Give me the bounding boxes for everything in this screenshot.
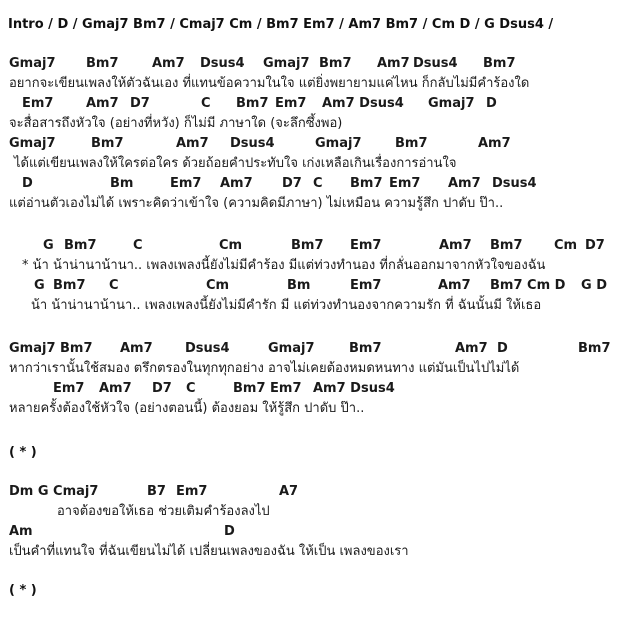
chord: Dsus4 bbox=[413, 56, 458, 71]
chord: D7 bbox=[282, 176, 302, 191]
chord: Am7 bbox=[438, 278, 471, 293]
chord: Bm7 bbox=[64, 238, 97, 253]
chord: Em7 bbox=[170, 176, 202, 191]
chord: Bm7 bbox=[53, 278, 86, 293]
chord: Em7 bbox=[350, 238, 382, 253]
chord: Gmaj7 Bm7 bbox=[9, 341, 93, 356]
chord: Em7 bbox=[389, 176, 421, 191]
chord: D7 bbox=[585, 238, 605, 253]
chord: Gmaj7 bbox=[9, 56, 56, 71]
chorus-chord-line bbox=[0, 277, 620, 297]
chord: Gmaj7 bbox=[268, 341, 315, 356]
bridge-lyric-line: เป็นคำที่แทนใจ ที่ฉันเขียนไม่ได้ เปลี่ยนเพลงของฉัน ให้เป็น เพลงของเรา bbox=[9, 544, 409, 559]
verse1-lyric-line: จะสื่อสารถึงหัวใจ (อย่างที่หวัง) ก็ไม่มี ภาษาใด (จะลึกซึ้งพอ) bbox=[9, 116, 343, 131]
chord: Cm bbox=[206, 278, 230, 293]
chord: Cm bbox=[219, 238, 243, 253]
chord: A7 bbox=[279, 484, 299, 499]
chord: C bbox=[201, 96, 211, 111]
chorus-lyric-line: น้า น้าน่านาน้านา.. เพลงเพลงนี้ยังไม่มีคำรัก มี แต่ท่วงทำนองจากความรัก ที่ ฉันนั้นมี ให้เธอ bbox=[31, 298, 542, 313]
verse1-chord-line bbox=[0, 175, 620, 195]
bridge-chord-line bbox=[0, 523, 620, 543]
verse1-lyric-line: อยากจะเขียนเพลงให้ตัวฉันเอง ที่แทนข้อความในใจ แต่ยิ่งพยายามแค่ไหน ก็กลับไม่มีคำร้องใด bbox=[9, 76, 530, 91]
chord: Bm7 bbox=[350, 176, 383, 191]
verse1-chord-line bbox=[0, 95, 620, 115]
chord: C bbox=[109, 278, 119, 293]
chord: D bbox=[224, 524, 235, 539]
chord: Bm7 Em7 bbox=[233, 381, 302, 396]
bridge-chord-line bbox=[0, 483, 620, 503]
chord: Am7 Dsus4 bbox=[313, 381, 395, 396]
chord: Em7 bbox=[22, 96, 54, 111]
verse2-lyric-line: หลายครั้งต้องใช้หัวใจ (อย่างตอนนี้) ต้องยอม ให้รู้สึก ปาดับ ป๊า.. bbox=[9, 401, 365, 416]
chord: Am7 bbox=[455, 341, 488, 356]
chord: Bm7 bbox=[86, 56, 119, 71]
chord: B7 bbox=[147, 484, 166, 499]
chord: D bbox=[497, 341, 508, 356]
chord: Bm bbox=[110, 176, 134, 191]
chord: Bm7 bbox=[483, 56, 516, 71]
chord: Am7 bbox=[120, 341, 153, 356]
chord: Bm7 bbox=[236, 96, 269, 111]
chord: Dsus4 bbox=[230, 136, 275, 151]
chord: Cm bbox=[554, 238, 578, 253]
chord: Am bbox=[9, 524, 33, 539]
chord: Bm7 bbox=[395, 136, 428, 151]
chord: Bm bbox=[287, 278, 311, 293]
chord: Gmaj7 bbox=[428, 96, 475, 111]
chord: Am7 bbox=[176, 136, 209, 151]
chord: Dsus4 bbox=[200, 56, 245, 71]
verse2-chord-line bbox=[0, 340, 620, 360]
chord: Bm7 bbox=[91, 136, 124, 151]
chord: Am7 bbox=[448, 176, 481, 191]
chord: Gmaj7 bbox=[263, 56, 310, 71]
chord: Bm7 bbox=[291, 238, 324, 253]
chord: D7 bbox=[130, 96, 150, 111]
chord: Dsus4 bbox=[185, 341, 230, 356]
chord: D bbox=[22, 176, 33, 191]
chord: Em7 bbox=[275, 96, 307, 111]
chord: C bbox=[133, 238, 143, 253]
chord: G bbox=[43, 238, 54, 253]
intro-line: Intro / D / Gmaj7 Bm7 / Cmaj7 Cm / Bm7 Em7 / Am7 Bm7 / Cm D / G Dsus4 / bbox=[8, 17, 554, 32]
verse2-lyric-line: หากว่าเรานั้นใช้สมอง ตรึกตรองในทุกทุกอย่าง อาจไม่เคยต้องหมดหนทาง แต่มันเป็นไปไม่ได้ bbox=[9, 361, 520, 376]
verse1-chord-line bbox=[0, 55, 620, 75]
chord: Em7 bbox=[176, 484, 208, 499]
chord: Bm7 bbox=[578, 341, 611, 356]
chord: Am7 bbox=[439, 238, 472, 253]
chord: C bbox=[313, 176, 323, 191]
chord: Gmaj7 bbox=[315, 136, 362, 151]
chorus-lyric-line: * น้า น้าน่านาน้านา.. เพลงเพลงนี้ยังไม่มีคำร้อง มีแต่ท่วงทำนอง ที่กลั่นออกมาจากหัวใจของฉัน bbox=[22, 258, 546, 273]
chord: D7 bbox=[152, 381, 172, 396]
chord: Bm7 bbox=[490, 238, 523, 253]
chord: Am7 bbox=[220, 176, 253, 191]
chord: Am7 bbox=[377, 56, 410, 71]
verse1-lyric-line: ได้แต่เขียนเพลงให้ใครต่อใคร ด้วยถ้อยคำประทับใจ เก่งเหลือเกินเรื่องการอ่านใจ bbox=[14, 156, 457, 171]
chord: Em7 bbox=[350, 278, 382, 293]
verse1-chord-line bbox=[0, 135, 620, 155]
chord: Am7 bbox=[99, 381, 132, 396]
chord: G D bbox=[581, 278, 607, 293]
bridge-lyric-line: อาจต้องขอให้เธอ ช่วยเติมคำร้องลงไป bbox=[57, 504, 270, 519]
chord: Em7 bbox=[53, 381, 85, 396]
chorus-repeat-marker: ( * ) bbox=[9, 583, 37, 598]
chorus-repeat-marker: ( * ) bbox=[9, 445, 37, 460]
chord: Am7 bbox=[478, 136, 511, 151]
verse1-lyric-line: แต่อ่านตัวเองไม่ได้ เพราะคิดว่าเข้าใจ (ความคิดมีภาษา) ไม่เหมือน ความรู้สึก ปาดับ ป๊า.. bbox=[9, 196, 504, 211]
chord: G bbox=[34, 278, 45, 293]
chord: Gmaj7 bbox=[9, 136, 56, 151]
chord: D bbox=[486, 96, 497, 111]
chord: Bm7 Cm D bbox=[490, 278, 566, 293]
chord: Am7 bbox=[152, 56, 185, 71]
chord: Bm7 bbox=[349, 341, 382, 356]
chord: Dm G Cmaj7 bbox=[9, 484, 99, 499]
chord: Dsus4 bbox=[492, 176, 537, 191]
chord: Am7 bbox=[86, 96, 119, 111]
chord: Am7 Dsus4 bbox=[322, 96, 404, 111]
chord: C bbox=[186, 381, 196, 396]
chord: Bm7 bbox=[319, 56, 352, 71]
verse2-chord-line bbox=[0, 380, 620, 400]
chorus-chord-line bbox=[0, 237, 620, 257]
